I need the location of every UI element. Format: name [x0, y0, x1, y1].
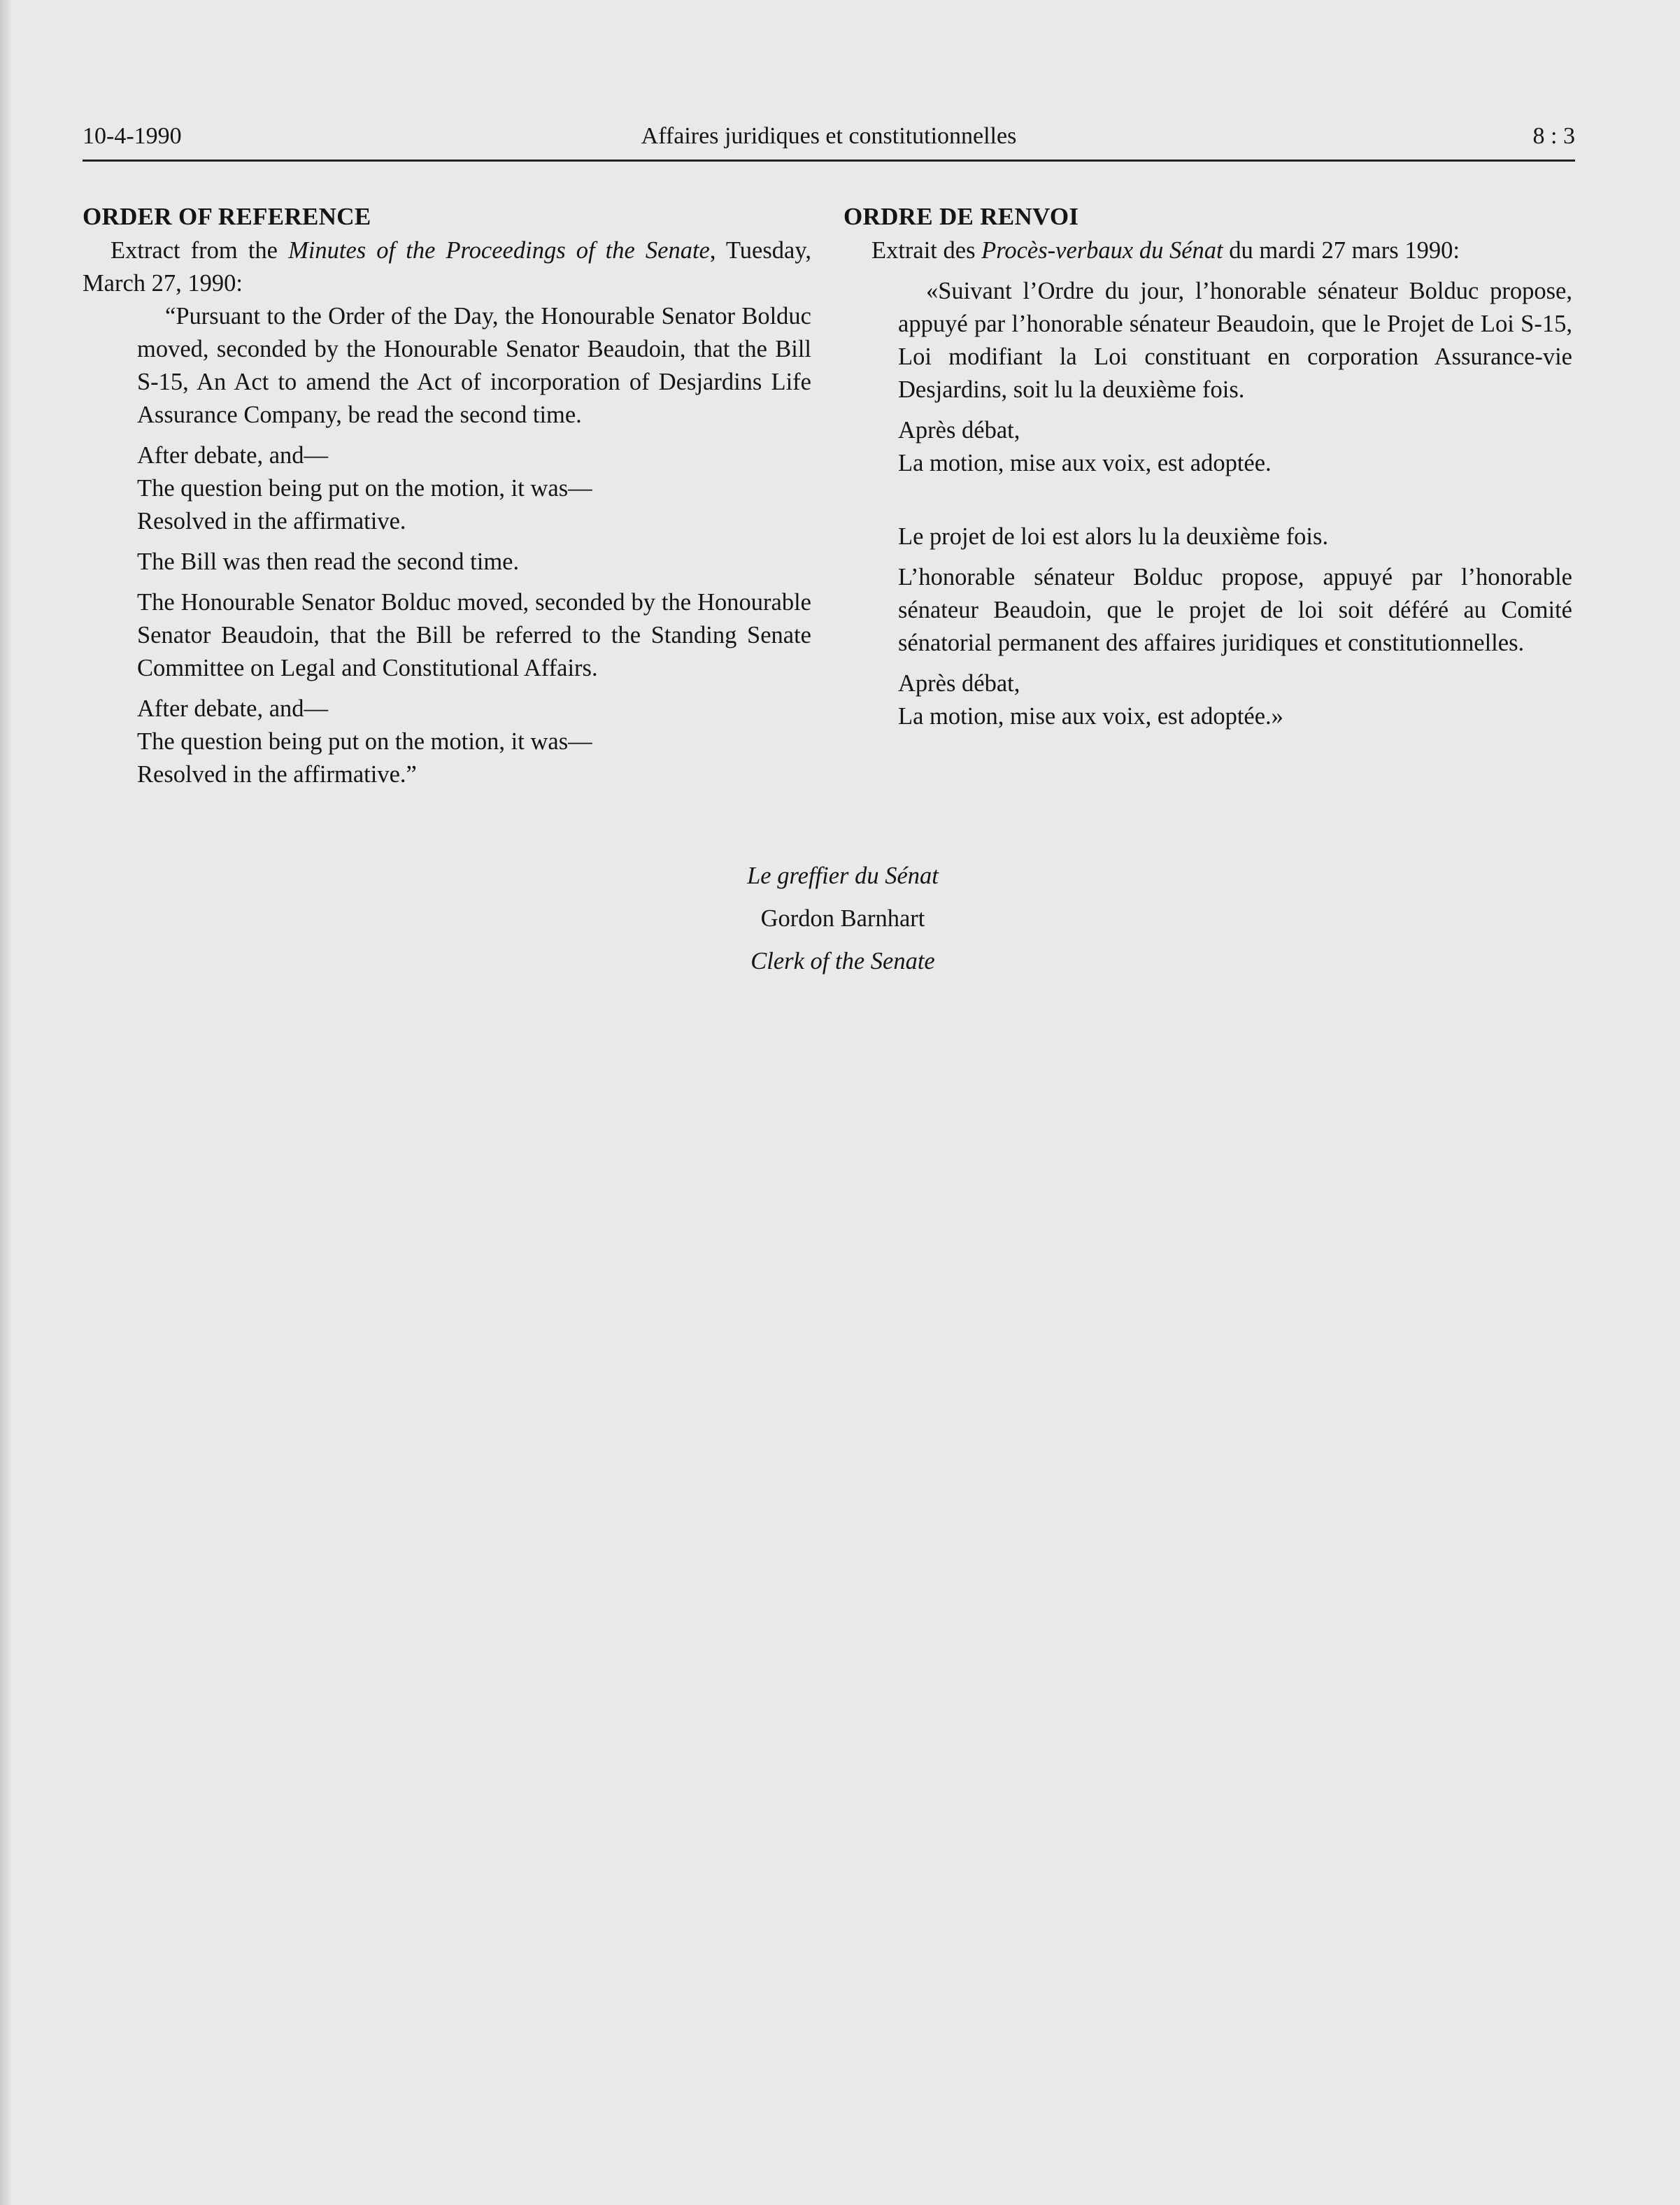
english-debate-1-line-2: The question being put on the motion, it was—	[137, 475, 592, 502]
french-heading: ORDRE DE RENVOI	[843, 203, 1079, 230]
french-referral-motion: L’honorable sénateur Bolduc propose, appuyé par l’honorable sénateur Beaudoin, que le projet de loi soit déféré au Comité sénatorial permanent des affaires juridiques et constitutionnelles.	[898, 564, 1572, 656]
english-intro-source: Minutes of the Proceedings of the Senate	[288, 237, 710, 264]
english-second-reading: The Bill was then read the second time.	[137, 548, 520, 575]
french-debate-2-line-1: Après débat,	[898, 670, 1020, 697]
clerk-signature-block	[622, 855, 1063, 983]
header-title: Affaires juridiques et constitutionnelles	[641, 123, 1017, 149]
english-debate-2-line-2: The question being put on the motion, it was—	[137, 728, 592, 755]
header-rule	[83, 159, 1575, 162]
signature-name: Gordon Barnhart	[760, 905, 925, 932]
french-debate-2-line-2: La motion, mise aux voix, est adoptée.»	[898, 703, 1283, 730]
english-debate-2-line-1: After debate, and—	[137, 695, 329, 722]
french-debate-1-line-2: La motion, mise aux voix, est adoptée.	[898, 450, 1272, 476]
page-edge-shadow	[0, 0, 13, 2205]
header-page-number: 8 : 3	[1532, 123, 1575, 149]
english-debate-2-line-3: Resolved in the affirmative.”	[137, 761, 417, 788]
french-intro: Extrait des Procès-verbaux du Sénat du mardi 27 mars 1990:	[871, 237, 1460, 264]
french-second-reading: Le projet de loi est alors lu la deuxième fois.	[898, 523, 1329, 550]
english-debate-1-line-3: Resolved in the affirmative.	[137, 508, 406, 534]
english-referral-motion: The Honourable Senator Bolduc moved, seconded by the Honourable Senator Beaudoin, that the Bill be referred to the Standing Senate Committee on Legal and Constitutional Affairs.	[137, 589, 811, 681]
signature-title-french: Le greffier du Sénat	[747, 863, 939, 889]
french-column	[843, 200, 1572, 733]
english-column	[83, 200, 811, 791]
english-quote-paragraph: “Pursuant to the Order of the Day, the Honourable Senator Bolduc moved, seconded by the Honourable Senator Beaudoin, that the Bill S-15, An Act to amend the Act of incorporation of Desjardins Life Assurance Company, be read the second time.	[137, 303, 811, 428]
english-intro: Extract from the Minutes of the Proceedings of the Senate, Tuesday, March 27, 1990:	[83, 237, 811, 297]
french-debate-1-line-1: Après débat,	[898, 417, 1020, 444]
signature-title-english: Clerk of the Senate	[750, 948, 935, 974]
english-debate-1-line-1: After debate, and—	[137, 442, 329, 469]
header-date: 10-4-1990	[83, 123, 182, 149]
english-heading: ORDER OF REFERENCE	[83, 203, 371, 230]
french-quote-paragraph: «Suivant l’Ordre du jour, l’honorable sénateur Bolduc propose, appuyé par l’honorable sénateur Beaudoin, que le Projet de Loi S-15, Loi modifiant la Loi constituant en corporation Assurance-vie Desjardins, soit lu la deuxième fois.	[898, 278, 1572, 403]
french-intro-source: Procès-verbaux du Sénat	[981, 237, 1223, 264]
page-header	[83, 123, 1575, 165]
